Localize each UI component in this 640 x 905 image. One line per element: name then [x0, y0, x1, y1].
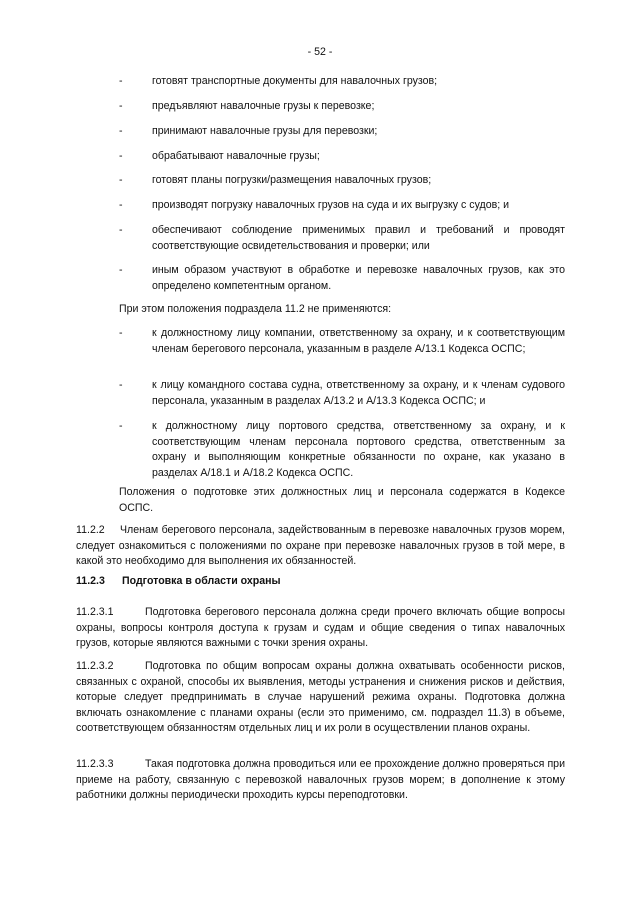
bullet-dash: - [119, 174, 123, 186]
section-number: 11.2.3.1 [76, 606, 114, 618]
bullet-dash: - [119, 100, 123, 112]
section-11-2-3-1 [76, 605, 565, 652]
section-text: Членам берегового персонала, задействованным в перевозке навалочных грузов морем, следует ознакомиться с положениями по охране при перевозке навалочных грузов в той мере, в какой это необходимо для выполнения их обязанностей. [76, 524, 565, 567]
section-number: 11.2.2 [76, 524, 105, 536]
document-page: - 52 - - готовят транспортные документы для навалочных грузов; - предъявляют навалочные грузы к перевозке; - принимают навалочные грузы для перевозки; - обрабатывают навалочные грузы; - готовят планы погрузки/размещения навалочных грузов; - производят погрузку навалочных грузов на суда и их выгрузку с судов; и - обеспечивают соблюдение применимых правил и требований и проводят соответствующие освидетельствования и проверки; или - иным образом участвуют в обработке и перевозке навалочных грузов, как это определено компетентным органом. При этом положения подраздела 11.2 не применяются: - к должностному лицу компании, ответственному за охрану, и к соответствующим членам берегового персонала, указанным в разделе А/13.1 Кодекса ОСПС; - к лицу командного состава судна, ответственному за охрану, и к членам судового персонала, указанным в разделах А/13.2 и А/13.3 Кодекса ОСПС; и - к должностному лицу портового средства, ответственному за охрану, и к соответствующим членам персонала портового средства, ответственным за охрану и выполняющим конкретные обязанности по охране, как указано в разделах А/18.1 и А/18.2 Кодекса ОСПС. Положения о подготовке этих должностных лиц и персонала содержатся в Кодексе ОСПС. 11.2.2 Членам берегового персонала, задействованным в перевозке навалочных грузов морем, следует ознакомиться с положениями по охране при перевозке навалочных грузов в той мере, в какой это необходимо для выполнения их обязанностей. 11.2.3 Подготовка в области охраны 11.2.3.1 Подготовка берегового персонала должна среди прочего включать общие вопросы охраны, вопросы контроля доступа к грузам и судам и общие сведения о типах навалочных грузов, которые являются важными с точки зрения охраны. 11.2.3.2 Подготовка по общим вопросам охраны должна охватывать особенности рисков, связанных с охраной, способы их выявления, методы устранения и снижения рисков и действия, которые следует предпринимать в случае нарушений режима охраны. Подготовка должна включать ознакомление с планами охраны (если это применимо, см. подраздел 11.3) в объеме, соответствующем обязанностям отдельных лиц и их роли в осуществлении планов охраны. 11.2.3.3 Такая подготовка должна проводиться или ее прохождение должно проверяться при приеме на работу, связанную с перевозкой навалочных грузов морем; в дополнение к этому работники должны периодически проходить курсы переподготовки. [0, 0, 640, 905]
bullet-dash: - [119, 224, 123, 236]
heading-number: 11.2.3 [76, 575, 105, 587]
bullet-dash: - [119, 199, 123, 211]
bullet-dash: - [119, 327, 123, 339]
section-11-2-3-3 [76, 757, 565, 804]
section-11-2-3-2 [76, 659, 565, 737]
bullet-dash: - [119, 125, 123, 137]
section-number: 11.2.3.3 [76, 758, 114, 770]
section-text: Такая подготовка должна проводиться или ее прохождение должно проверяться при приеме на работу, связанную с перевозкой навалочных грузов морем; в дополнение к этому работники должны периодически проходить курсы переподготовки. [76, 758, 565, 801]
section-number: 11.2.3.2 [76, 660, 114, 672]
provisions-note: Положения о подготовке этих должностных лиц и персонала содержатся в Кодексе ОСПС. [119, 486, 565, 514]
bullet-dash: - [119, 150, 123, 162]
section-text: Подготовка берегового персонала должна среди прочего включать общие вопросы охраны, вопросы контроля доступа к грузам и судам и общие сведения о типах навалочных грузов, которые являются важными с точки зрения охраны. [76, 606, 565, 649]
bullet-dash: - [119, 75, 123, 87]
bullet-dash: - [119, 379, 123, 391]
exemption-intro: При этом положения подраздела 11.2 не применяются: [119, 303, 392, 315]
section-heading-11-2-3 [76, 574, 281, 590]
page-number: - 52 - [307, 46, 333, 58]
bullet-dash: - [119, 264, 123, 276]
heading-title: Подготовка в области охраны [122, 575, 281, 587]
section-text: Подготовка по общим вопросам охраны должна охватывать особенности рисков, связанных с охраной, способы их выявления, методы устранения и снижения рисков и действия, которые следует предпринимать в случае нарушений режима охраны. Подготовка должна включать ознакомление с планами охраны (если это применимо, см. подраздел 11.3) в объеме, соответствующем обязанностям отдельных лиц и их роли в осуществлении планов охраны. [76, 660, 565, 734]
bullet-dash: - [119, 420, 123, 432]
section-11-2-2 [76, 523, 565, 570]
